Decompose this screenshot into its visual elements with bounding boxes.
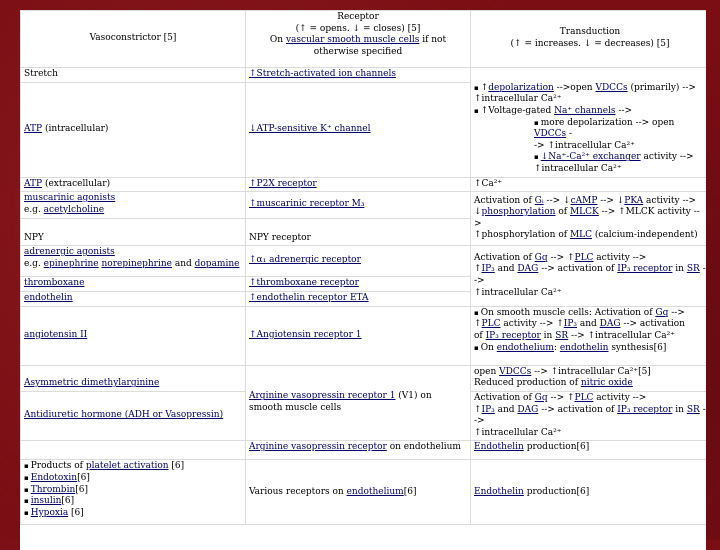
adh-link[interactable]: Antidiuretic hormone (ADH or Vasopressin): [24, 410, 224, 421]
ip3-receptor-link[interactable]: IP₃ receptor: [617, 264, 673, 275]
text-fragment: [474, 264, 706, 287]
text-fragment: [474, 405, 706, 428]
text-fragment: and: [577, 319, 600, 330]
table-cell: [246, 291, 471, 306]
text-fragment: activity -->: [593, 252, 647, 263]
cell-atp-extracellular: [21, 177, 246, 192]
cell-atp-intracellular: [21, 82, 246, 177]
phosphorylation-link[interactable]: phosphorylation: [481, 207, 556, 218]
text-fragment: in: [540, 330, 556, 341]
mlck-link[interactable]: MLCK: [569, 207, 599, 218]
text-fragment: (↑ = opens. ↓ = closes) [5]: [295, 23, 421, 34]
table-row: [21, 441, 707, 460]
endothelin-link-2[interactable]: endothelin: [559, 342, 609, 353]
atp-link-2[interactable]: ATP: [24, 178, 43, 189]
text-fragment: ↑: [474, 264, 482, 275]
text-fragment: of: [555, 207, 570, 218]
text-fragment: open: [474, 366, 500, 377]
text-fragment: (primarily) -->: [627, 82, 696, 93]
cell-gi-pathway: [471, 192, 707, 246]
endothelin-link[interactable]: endothelin: [24, 292, 73, 303]
text-fragment: [474, 367, 706, 379]
text-fragment: (intracellular): [42, 123, 109, 134]
cell-ca-increase: ↑Ca²⁺: [471, 177, 707, 192]
cell-npy-receptor: NPY receptor: [246, 219, 471, 246]
text-fragment: --> ↓: [543, 195, 571, 206]
text-fragment: Activation of: [474, 252, 535, 263]
table-row: [21, 365, 707, 391]
text-fragment: On: [269, 35, 286, 46]
plc-link-3[interactable]: PLC: [574, 392, 594, 403]
text-fragment: synthesis[6]: [608, 342, 667, 353]
text-fragment: activity --> ↑: [500, 319, 564, 330]
ip3-receptor-link-3[interactable]: IP₃ receptor: [617, 404, 673, 415]
text-fragment: Products of: [30, 461, 86, 472]
p2x-receptor-link[interactable]: ↑P2X receptor: [249, 178, 317, 189]
text-fragment: -->: [615, 106, 633, 117]
gq-link-2[interactable]: Gq: [655, 307, 669, 318]
pka-link[interactable]: PKA: [624, 195, 644, 206]
table-cell: [21, 306, 246, 365]
adrenergic-agonists-link[interactable]: adrenergic agonists: [24, 247, 115, 258]
adma-link[interactable]: Asymmetric dimethylarginine: [24, 378, 160, 389]
cell-stretch: Stretch: [21, 68, 246, 83]
table-cell: [471, 441, 707, 460]
endothelin-production-link-2[interactable]: Endothelin: [474, 486, 524, 497]
text-fragment: and: [494, 264, 518, 275]
table-row: [21, 68, 707, 83]
text-fragment: [474, 118, 706, 141]
text-fragment: -->open: [553, 82, 596, 93]
platelet-activation-link[interactable]: platelet activation: [85, 461, 169, 472]
text-fragment: --> ↑: [547, 252, 575, 263]
table-row: [21, 246, 707, 277]
text-fragment: (extracellular): [42, 178, 111, 189]
cell-npy: NPY: [21, 219, 246, 246]
text-fragment: [6]: [61, 496, 75, 507]
text-fragment: --> ↑MLCK activity -->: [474, 207, 700, 229]
text-fragment: --> activation of: [538, 404, 618, 415]
text-fragment: ↑: [474, 319, 482, 330]
text-fragment: -->: [668, 307, 685, 318]
table-row: [21, 177, 707, 192]
header-vasoconstrictor: [21, 11, 246, 68]
cell-adh-pathway: [471, 391, 707, 440]
text-fragment: ↑: [480, 82, 489, 93]
text-fragment: [474, 106, 706, 118]
text-fragment: Receptor: [337, 12, 379, 22]
text-fragment: and: [494, 404, 518, 415]
acetylcholine-link[interactable]: acetylcholine: [43, 204, 105, 215]
table-row: [21, 460, 707, 525]
text-fragment: [24, 205, 242, 217]
text-fragment: more depolarization --> open: [540, 117, 675, 128]
muscarinic-agonists-link[interactable]: muscarinic agonists: [24, 193, 116, 204]
endothelin-production-link[interactable]: Endothelin: [474, 442, 524, 453]
insulin-link[interactable]: insulin: [30, 496, 62, 507]
table-cell: [246, 277, 471, 292]
depolarization-link[interactable]: depolarization: [488, 82, 554, 93]
plc-link-2[interactable]: PLC: [481, 319, 501, 330]
cell-avp-receptor: [246, 365, 471, 441]
text-fragment: (calcium-independent): [592, 230, 698, 241]
text-fragment: ↑intracellular Ca²⁺: [474, 427, 562, 438]
text-fragment: [474, 207, 706, 230]
gi-link[interactable]: Gᵢ: [534, 195, 544, 206]
endothelium-link-2[interactable]: endothelium: [346, 486, 404, 497]
text-fragment: ↑intracellular Ca²⁺: [474, 287, 562, 298]
text-fragment: and: [171, 258, 195, 269]
hypoxia-link[interactable]: Hypoxia: [30, 507, 69, 518]
nitric-oxide-link[interactable]: nitric oxide: [580, 378, 633, 389]
text-fragment: activity -->: [593, 392, 647, 403]
text-fragment: On: [480, 342, 497, 353]
text-fragment: [6]: [403, 486, 417, 497]
vdccs-link-3[interactable]: VDCCs: [499, 366, 532, 377]
text-fragment: -->: [474, 404, 706, 427]
text-fragment: [474, 393, 706, 405]
camp-link[interactable]: cAMP: [570, 195, 598, 206]
table-cell: [471, 460, 707, 525]
text-fragment: (↑ = increases. ↓ = decreases) [5]: [510, 39, 670, 49]
text-fragment: [474, 230, 706, 242]
text-fragment: ↑Voltage-gated: [480, 106, 555, 117]
text-fragment: [474, 253, 706, 265]
endothelium-link[interactable]: endothelium: [496, 342, 554, 353]
text-fragment: ↓: [474, 207, 482, 218]
text-fragment: -: [566, 129, 573, 140]
text-fragment: [249, 35, 467, 58]
text-fragment: production[6]: [523, 486, 590, 497]
dag-link[interactable]: DAG: [517, 264, 539, 275]
vasoconstrictor-table-slide: [20, 10, 706, 550]
angiotensin-link[interactable]: angiotensin II: [24, 329, 88, 340]
table-cell: [21, 291, 246, 306]
table-cell: [246, 177, 471, 192]
table-cell: [246, 68, 471, 83]
text-fragment: if not otherwise specified: [313, 35, 447, 57]
norepinephrine-link[interactable]: norepinephrine: [101, 258, 172, 269]
text-fragment: [6]: [75, 484, 88, 495]
cell-adrenergic: [21, 246, 246, 277]
text-fragment: :: [553, 342, 560, 353]
vdccs-link-2[interactable]: VDCCs: [534, 129, 567, 140]
text-fragment: --> activation of: [538, 264, 618, 275]
text-fragment: Vasoconstrictor [5]: [89, 33, 177, 44]
gq-link[interactable]: Gq: [534, 252, 548, 263]
text-fragment: --> ↓: [597, 195, 625, 206]
atp-k-channel-link[interactable]: ↓ATP-sensitive K⁺ channel: [249, 123, 371, 134]
vascular-smooth-muscle-link[interactable]: vascular smooth muscle cells: [285, 35, 420, 46]
text-fragment: on endothelium: [386, 442, 461, 453]
text-fragment: --> ↑intracellular Ca²⁺[5]: [531, 366, 651, 377]
text-fragment: e.g.: [24, 258, 44, 269]
text-fragment: Activation of: [474, 392, 535, 403]
text-fragment: (V1) on smooth muscle cells: [249, 391, 432, 414]
text-fragment: -->: [474, 264, 706, 286]
ip3-link[interactable]: IP₃: [481, 264, 495, 275]
sr-link[interactable]: SR: [686, 264, 700, 275]
table-cell: [21, 365, 246, 391]
text-fragment: On smooth muscle cells: Activation of: [480, 307, 656, 318]
text-fragment: [474, 331, 706, 343]
vasoconstrictor-table: [20, 10, 706, 525]
text-fragment: [474, 308, 706, 320]
text-fragment: [24, 473, 242, 485]
table-row: [21, 192, 707, 219]
table-cell: [246, 306, 471, 365]
ip3-link-3[interactable]: IP₃: [481, 404, 495, 415]
table-header-row: [21, 11, 707, 68]
avp-receptor-link[interactable]: Arginine vasopressin receptor 1: [249, 391, 396, 402]
dag-link-2[interactable]: DAG: [599, 319, 621, 330]
gq-link-3[interactable]: Gq: [534, 392, 548, 403]
dopamine-link[interactable]: dopamine: [194, 258, 240, 269]
endotoxin-link[interactable]: Endotoxin: [30, 472, 78, 483]
text-fragment: [24, 485, 242, 497]
cell-muscarinic: [21, 192, 246, 219]
text-fragment: [6]: [68, 507, 84, 518]
text-fragment: Various receptors on: [249, 486, 347, 497]
text-fragment: activity -->: [640, 152, 694, 163]
text-fragment: [24, 508, 242, 520]
text-fragment: ↑: [474, 404, 482, 415]
cell-depolarization: [471, 68, 707, 178]
text-fragment: --> ↑intracellular Ca²⁺: [568, 330, 675, 341]
thrombin-link[interactable]: Thrombin: [30, 484, 76, 495]
table-cell: [21, 277, 246, 292]
text-fragment: [6]: [77, 472, 90, 483]
text-fragment: activity -->: [643, 195, 697, 206]
table-cell: [246, 192, 471, 219]
dag-link-3[interactable]: DAG: [517, 404, 539, 415]
text-fragment: [474, 196, 706, 208]
text-fragment: [474, 319, 706, 331]
mlc-link[interactable]: MLC: [569, 230, 593, 241]
endothelin-receptor-link[interactable]: ↑endothelin receptor ETA: [249, 292, 369, 303]
text-fragment: production[6]: [523, 442, 590, 453]
text-fragment: -> ↑intracellular Ca²⁺: [534, 140, 635, 151]
table-cell: [246, 441, 471, 460]
stretch-channels-link[interactable]: ↑Stretch-activated ion channels: [249, 69, 396, 79]
alpha1-receptor-link[interactable]: ↑α₁ adrenergic receptor: [249, 255, 361, 266]
header-transduction: [471, 11, 707, 68]
text-fragment: in: [672, 264, 687, 275]
atp-link[interactable]: ATP: [24, 123, 43, 134]
cell-angiotensin-pathway: [471, 306, 707, 365]
ip3-receptor-link-2[interactable]: IP₃ receptor: [485, 330, 541, 341]
text-fragment: of: [474, 330, 486, 341]
vdccs-link[interactable]: VDCCs: [595, 82, 628, 93]
header-receptor: [246, 11, 471, 68]
avp-receptor-endo-link[interactable]: Arginine vasopressin receptor: [249, 442, 387, 453]
thromboxane-link[interactable]: thromboxane: [24, 278, 85, 289]
text-fragment: ↑intracellular Ca²⁺: [534, 164, 622, 174]
text-fragment: [24, 461, 242, 473]
text-fragment: e.g.: [24, 204, 44, 215]
text-fragment: Transduction: [559, 27, 621, 38]
muscarinic-m3-link[interactable]: ↑muscarinic receptor M₃: [249, 199, 365, 210]
text-fragment: --> activation: [620, 319, 685, 330]
text-fragment: [474, 343, 706, 355]
sr-link-3[interactable]: SR: [686, 404, 700, 415]
text-fragment: ↑intracellular Ca²⁺: [474, 94, 562, 105]
table-cell: [246, 460, 471, 525]
table-cell: [246, 82, 471, 177]
epinephrine-link[interactable]: epinephrine: [43, 258, 99, 269]
text-fragment: [474, 83, 706, 95]
plc-link[interactable]: PLC: [574, 252, 594, 263]
text-fragment: [24, 259, 242, 271]
table-cell: [21, 391, 246, 440]
text-fragment: in: [672, 404, 687, 415]
thromboxane-receptor-link[interactable]: ↑thromboxane receptor: [249, 278, 359, 289]
cell-empty: [21, 441, 246, 460]
angiotensin-receptor-link[interactable]: ↑Angiotensin receptor 1: [249, 329, 362, 340]
cell-gq-pathway: [471, 246, 707, 307]
cell-platelet-list: [21, 460, 246, 525]
text-fragment: [474, 152, 706, 164]
text-fragment: ↑phosphorylation of: [474, 230, 570, 241]
text-fragment: [24, 496, 242, 508]
text-fragment: --> ↑: [547, 392, 575, 403]
table-row: [21, 306, 707, 365]
table-cell: [246, 246, 471, 277]
na-ca-exchanger-link[interactable]: ↓Na⁺-Ca²⁺ exchanger: [540, 152, 641, 163]
text-fragment: Activation of: [474, 195, 535, 206]
text-fragment: [474, 378, 706, 390]
sr-link-2[interactable]: SR: [555, 330, 569, 341]
text-fragment: Reduced production of: [474, 378, 581, 389]
cell-adma-pathway: [471, 365, 707, 391]
ip3-link-2[interactable]: IP₃: [563, 319, 577, 330]
text-fragment: [6]: [168, 461, 185, 472]
na-channels-link[interactable]: Na⁺ channels: [554, 106, 616, 117]
